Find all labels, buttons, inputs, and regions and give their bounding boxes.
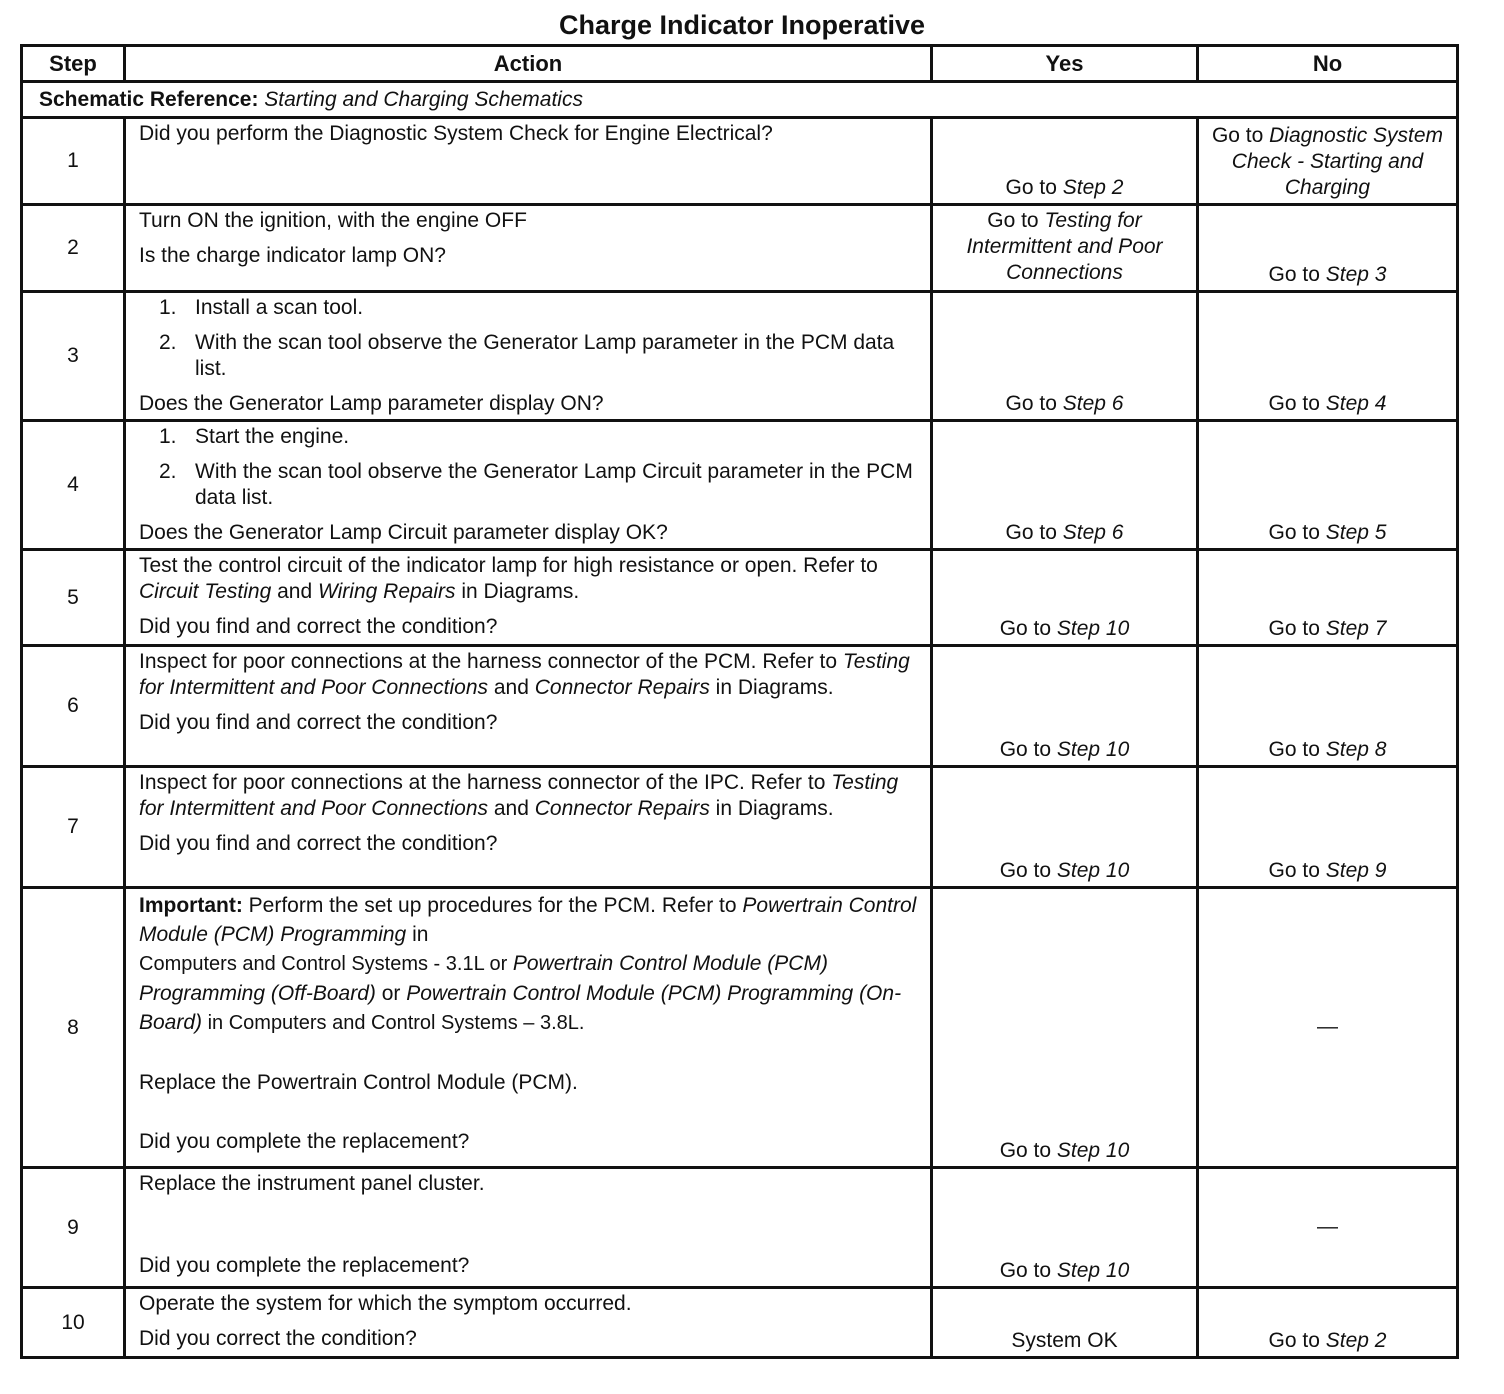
yes-link[interactable]: Step 10 [1056,617,1130,640]
reference-link[interactable]: Powertrain Control Module (PCM) Programming [139,894,917,946]
important-label: Important: [139,894,243,917]
question: Did you perform the Diagnostic System Check for Engine Electrical? [139,122,773,145]
table-row [22,292,1458,421]
step-number: 5 [22,550,125,646]
substep-list [139,424,924,511]
reference-link[interactable]: Powertrain Control Module (PCM) Programming (Off-Board) [139,952,828,1005]
action-cell [125,118,932,205]
instruction: Replace the instrument panel cluster. [139,1172,485,1195]
yes-link[interactable]: Step 6 [1062,521,1124,544]
no-cell: Go to Step 4 [1198,292,1458,421]
yes-cell: Go to Step 2 [932,118,1198,205]
reference-link[interactable]: Wiring Repairs [318,580,456,603]
no-cell: Go to Step 5 [1198,421,1458,550]
table-row [22,888,1458,1168]
action-cell [125,1288,932,1358]
table-row [22,767,1458,888]
no-cell: Go to Step 2 [1198,1288,1458,1358]
question: Is the charge indicator lamp ON? [139,244,446,267]
question: Did you find and correct the condition? [139,615,498,638]
no-link[interactable]: Step 5 [1325,521,1387,544]
question: Did you complete the replacement? [139,1254,470,1277]
table-row [22,646,1458,767]
substep-item: 1. Start the engine. [159,425,350,448]
header-no: No [1198,46,1458,82]
step-number: 1 [22,118,125,205]
step-number: 7 [22,767,125,888]
no-cell: Go to Step 9 [1198,767,1458,888]
reference-link[interactable]: Testing for Intermittent and Poor Connections [139,650,910,699]
no-link[interactable]: Step 8 [1325,738,1387,761]
substep-item: 1. Install a scan tool. [159,296,364,319]
header-yes: Yes [932,46,1198,82]
yes-cell: Go to Step 10 [932,767,1198,888]
no-link[interactable]: Step 4 [1325,392,1387,415]
action-cell [125,421,932,550]
yes-cell: Go to Step 10 [932,1168,1198,1288]
important-note: Important: Perform the set up procedures for the PCM. Refer to Powertrain Control Module (PCM) Programming in [139,894,917,946]
yes-cell: Go to Step 10 [932,888,1198,1168]
action-cell [125,292,932,421]
no-cell: — [1198,888,1458,1168]
substep-item: 2. With the scan tool observe the Generator Lamp parameter in the PCM data list. [159,331,895,380]
important-note-cont: Computers and Control Systems - 3.1L or Powertrain Control Module (PCM) Programming (Off-Board) or Powertrain Control Module (PCM) Programming (On-Board) in Computers and Control Systems – 3.8L. [139,952,902,1034]
substep-item: 2. With the scan tool observe the Generator Lamp Circuit parameter in the PCM data list. [159,460,913,509]
yes-link[interactable]: Step 10 [1056,1139,1130,1162]
yes-link[interactable]: Step 6 [1062,392,1124,415]
schematic-reference [22,82,1458,118]
instruction: Test the control circuit of the indicator lamp for high resistance or open. Refer to Circuit Testing and Wiring Repairs in Diagrams. [139,554,878,603]
reference-link[interactable]: Circuit Testing [139,580,272,603]
yes-link[interactable]: Step 2 [1062,176,1124,199]
no-cell: Go to Step 8 [1198,646,1458,767]
table-row [22,205,1458,292]
question: Does the Generator Lamp Circuit parameter display OK? [139,521,668,544]
action-cell [125,646,932,767]
yes-cell: Go to Step 10 [932,550,1198,646]
action-cell [125,205,932,292]
action-cell [125,550,932,646]
yes-cell: Go to Testing for Intermittent and Poor Connections [932,205,1198,292]
no-link[interactable]: Step 2 [1325,1329,1387,1352]
question: Does the Generator Lamp parameter display ON? [139,392,604,415]
instruction: Inspect for poor connections at the harness connector of the PCM. Refer to Testing for Intermittent and Poor Connections and Connector Repairs in Diagrams. [139,650,910,699]
instruction: Turn ON the ignition, with the engine OFF [139,209,527,232]
no-link[interactable]: Diagnostic System Check - Starting and Charging [1231,124,1444,199]
action-cell [125,1168,932,1288]
table-row [22,1168,1458,1288]
instruction: Inspect for poor connections at the harness connector of the IPC. Refer to Testing for Intermittent and Poor Connections and Connector Repairs in Diagrams. [139,771,899,820]
yes-link[interactable]: Step 10 [1056,738,1130,761]
header-step: Step [22,46,125,82]
step-number: 3 [22,292,125,421]
step-number: 2 [22,205,125,292]
schematic-link[interactable]: Starting and Charging Schematics [264,87,583,111]
schematic-reference-row [22,82,1458,118]
step-number: 8 [22,888,125,1168]
step-number: 9 [22,1168,125,1288]
table-row [22,118,1458,205]
header-row [22,46,1458,82]
no-cell: Go to Step 7 [1198,550,1458,646]
yes-link[interactable]: Testing for Intermittent and Poor Connections [966,209,1163,284]
reference-link[interactable]: Testing for Intermittent and Poor Connections [139,771,899,820]
schematic-label: Schematic Reference: [39,87,259,111]
action-cell [125,767,932,888]
no-cell: Go to Step 3 [1198,205,1458,292]
yes-cell: System OK [932,1288,1198,1358]
question: Did you find and correct the condition? [139,832,498,855]
reference-link[interactable]: Connector Repairs [534,676,710,699]
yes-cell: Go to Step 6 [932,292,1198,421]
instruction: Operate the system for which the symptom occurred. [139,1292,632,1315]
yes-cell: Go to Step 6 [932,421,1198,550]
question: Did you complete the replacement? [139,1130,470,1153]
question: Did you correct the condition? [139,1327,417,1350]
no-cell: — [1198,1168,1458,1288]
no-link[interactable]: Step 7 [1325,617,1387,640]
reference-link[interactable]: Connector Repairs [534,797,710,820]
table-row [22,550,1458,646]
substep-list [139,295,924,382]
step-number: 10 [22,1288,125,1358]
yes-cell: Go to Step 10 [932,646,1198,767]
table-row [22,1288,1458,1358]
no-cell: Go to Diagnostic System Check - Starting and Charging [1198,118,1458,205]
header-action: Action [125,46,932,82]
table-row [22,421,1458,550]
instruction: Replace the Powertrain Control Module (PCM). [139,1071,578,1094]
diagnostic-table [20,44,1459,1359]
action-cell [125,888,932,1168]
yes-link[interactable]: Step 10 [1056,1259,1130,1282]
step-number: 4 [22,421,125,550]
step-number: 6 [22,646,125,767]
question: Did you find and correct the condition? [139,711,498,734]
yes-link[interactable]: Step 10 [1056,859,1130,882]
page-title: Charge Indicator Inoperative [558,10,926,40]
no-link[interactable]: Step 9 [1325,859,1387,882]
reference-link[interactable]: Powertrain Control Module (PCM) Programming (On-Board) [139,982,902,1034]
no-link[interactable]: Step 3 [1325,263,1387,286]
